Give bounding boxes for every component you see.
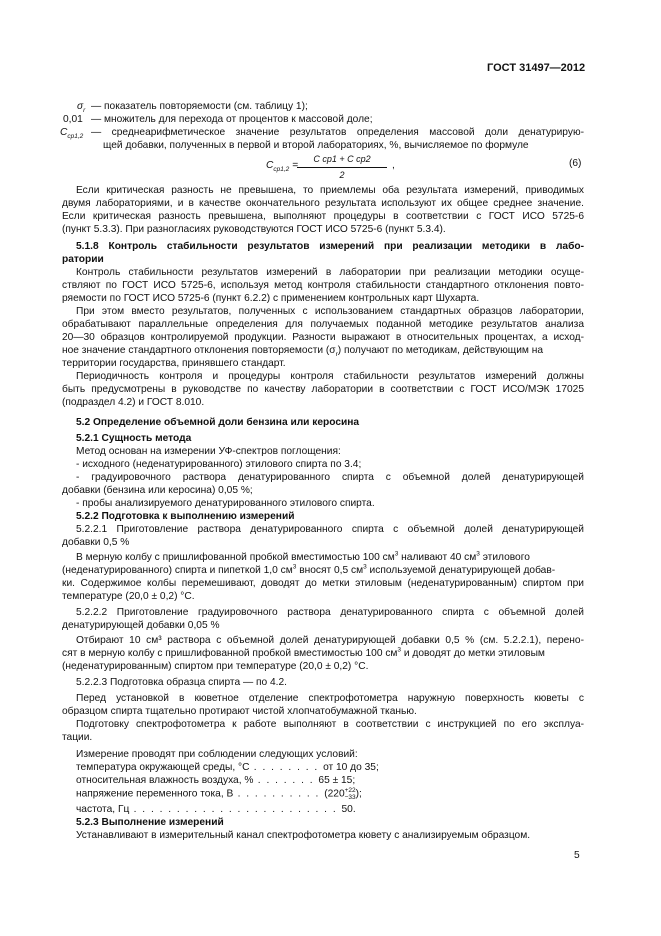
def-symbol-multiplier: 0,01 xyxy=(63,114,83,125)
page-number: 5 xyxy=(574,850,580,861)
section-heading-5-1-8: 5.1.8 Контроль стабильности результатов измерений при реализации методики в лабо- xyxy=(76,241,584,252)
paragraph-line: тации. xyxy=(62,732,93,743)
def-text-multiplier: — множитель для перехода от процентов к массовой доле; xyxy=(91,114,373,125)
paragraph-line: Измерение проводят при соблюдении следующих условий: xyxy=(76,749,358,760)
formula-denominator: 2 xyxy=(339,170,345,180)
paragraph-line: 5.2.2.1 Приготовление раствора денатурированного спирта с объемной долей денатурирующей xyxy=(76,524,584,535)
document-header: ГОСТ 31497—2012 xyxy=(487,62,586,74)
paragraph-line: Отбирают 10 см³ раствора с объемной долей денатурирующей добавки 0,5 % (см. 5.2.2.1), перено- xyxy=(76,635,584,646)
def-symbol-mean: $C_{ср1,2}$ xyxy=(60,127,84,141)
paragraph-line: (подраздел 4.2) и ГОСТ 8.010. xyxy=(62,397,205,408)
paragraph-line: ное значение стандартного отклонения повторяемости $(\sigma_r)$ получают по методикам, действующим на xyxy=(62,345,544,359)
paragraph-line: Если критическая разность превышена, выполняют процедуры в соответствии с ГОСТ ИСО 5725-6 xyxy=(62,211,584,222)
paragraph-line: 20—30 образцов контролируемой продукции. Разности выражают в относительных процентах, а исход- xyxy=(62,332,584,343)
section-heading-5-2-3: 5.2.3 Выполнение измерений xyxy=(76,817,224,828)
list-item: - исходного (неденатурированного) этилового спирта по 3.4; xyxy=(76,459,362,470)
paragraph-line: 5.2.2.2 Приготовление градуировочного раствора денатурированного спирта с объемной долей xyxy=(76,607,584,618)
formula-fraction xyxy=(297,153,387,182)
paragraph-line: Если критическая разность не превышена, то приемлемы оба результата измерений, приводимых xyxy=(76,185,584,196)
paragraph-line: территории государства, принявшего стандарт. xyxy=(62,358,286,369)
paragraph-line: (неденатурированным) спиртом при температуре (20,0 ± 0,2) °С. xyxy=(62,661,369,672)
list-item: - градуировочного раствора денатурированного спирта с объемной долей денатурирующей xyxy=(76,472,584,483)
condition-voltage: напряжение переменного тока, В . . . . . . . . . . (220 +22 −33 ); xyxy=(76,787,362,801)
paragraph-line: двумя лабораториями, и в качестве окончательного результата используют их общее среднее значение. xyxy=(62,198,584,209)
def-text-mean-line1: — среднеарифметическое значение результатов определения массовой доли денатурирую- xyxy=(91,127,584,138)
formula-lhs: $C_{ср1,2}$ = xyxy=(266,160,299,174)
paragraph-line: ряемости по ГОСТ ИСО 5725-6 (пункт 6.2.2) с применением контрольных карт Шухарта. xyxy=(62,293,480,304)
formula-number: (6) xyxy=(569,158,582,169)
condition-frequency: частота, Гц . . . . . . . . . . . . . . . . . . . . . . . . 50. xyxy=(76,804,356,815)
paragraph-line: Метод основан на измерении УФ-спектров поглощения: xyxy=(76,446,341,457)
section-heading-5-1-8-cont: ратории xyxy=(62,254,104,265)
paragraph-line: ствляют по ГОСТ ИСО 5725-6, используя метод контроля стабильности стандартного отклонения повто- xyxy=(62,280,584,291)
paragraph-line: (пункт 5.3.3). При разногласиях руководствуются ГОСТ ИСО 5725-6 (пункт 5.3.4). xyxy=(62,224,446,235)
p9-line2: сят в мерную колбу с пришлифованной пробкой вместимостью 100 $см^3$ и доводят до метки этиловым xyxy=(62,646,545,659)
formula-numerator: C ср1 + C ср2 xyxy=(297,153,387,168)
condition-humidity: относительная влажность воздуха, % . . . . . . . 65 ± 15; xyxy=(76,775,356,786)
paragraph-line: быть предусмотрены в руководстве по качеству лаборатории в соответствии с ГОСТ ИСО/МЭК 17025 xyxy=(62,384,584,395)
paragraph-line: Подготовку спектрофотометра к работе выполняют в соответствии с инструкцией по его эксплуа- xyxy=(76,719,584,730)
section-heading-5-2-2: 5.2.2 Подготовка к выполнению измерений xyxy=(76,511,295,522)
section-heading-5-2: 5.2 Определение объемной доли бензина или керосина xyxy=(76,417,360,428)
paragraph-line: добавки 0,5 % xyxy=(62,537,130,548)
list-item-cont: добавки (бензина или керосина) 0,05 %; xyxy=(62,485,253,496)
paragraph-line: ки. Содержимое колбы перемешивают, доводят до метки этиловым (неденатурированным) спиртом при xyxy=(62,578,584,589)
paragraph-line: Устанавливают в измерительный канал спектрофотометра кювету с анализируемым образцом. xyxy=(76,830,531,841)
paragraph-line: Контроль стабильности результатов измерений в лаборатории при реализации методики осуще- xyxy=(76,267,584,278)
section-heading-5-2-1: 5.2.1 Сущность метода xyxy=(76,433,192,444)
p7-line1: В мерную колбу с пришлифованной пробкой вместимостью 100 $см^3$ наливают 40 $см^3$ этилового xyxy=(76,550,530,563)
paragraph-line: При этом вместо результатов, полученных с использованием стандартных образцов лаборатории, xyxy=(76,306,584,317)
p7-line2: (неденатурированного) спирта и пипеткой 1,0 $см^3$ вносят 0,5 $см^3$ используемой денатурирующей добав- xyxy=(62,563,556,576)
paragraph-line: 5.2.2.3 Подготовка образца спирта — по 4.2. xyxy=(76,677,287,688)
def-text-mean-line2: щей добавки, полученных в первой и второй лабораториях, %, вычисляемое по формуле xyxy=(103,140,529,151)
list-item: - пробы анализируемого денатурированного этилового спирта. xyxy=(76,498,375,509)
formula-comma: , xyxy=(392,160,395,171)
def-symbol-sigma: $\sigma_r$ xyxy=(77,101,86,115)
paragraph-line: образцом спирта тщательно протирают чистой хлопчатобумажной тканью. xyxy=(62,706,417,717)
condition-temperature: температура окружающей среды, °С . . . . . . . . от 10 до 35; xyxy=(76,762,379,773)
paragraph-line: обрабатывают параллельные определения для получаемых поданной методике результатов анализа xyxy=(62,319,584,330)
def-text-sigma: — показатель повторяемости (см. таблицу 1); xyxy=(91,101,308,112)
paragraph-line: денатурирующей добавки 0,05 % xyxy=(62,620,220,631)
paragraph-line: температуре (20,0 ± 0,2) °С. xyxy=(62,591,195,602)
paragraph-line: Периодичность контроля и процедуры контроля стабильности результатов измерений должны xyxy=(76,371,584,382)
paragraph-line: Перед установкой в кюветное отделение спектрофотометра наружную поверхность кюветы с xyxy=(76,693,584,704)
